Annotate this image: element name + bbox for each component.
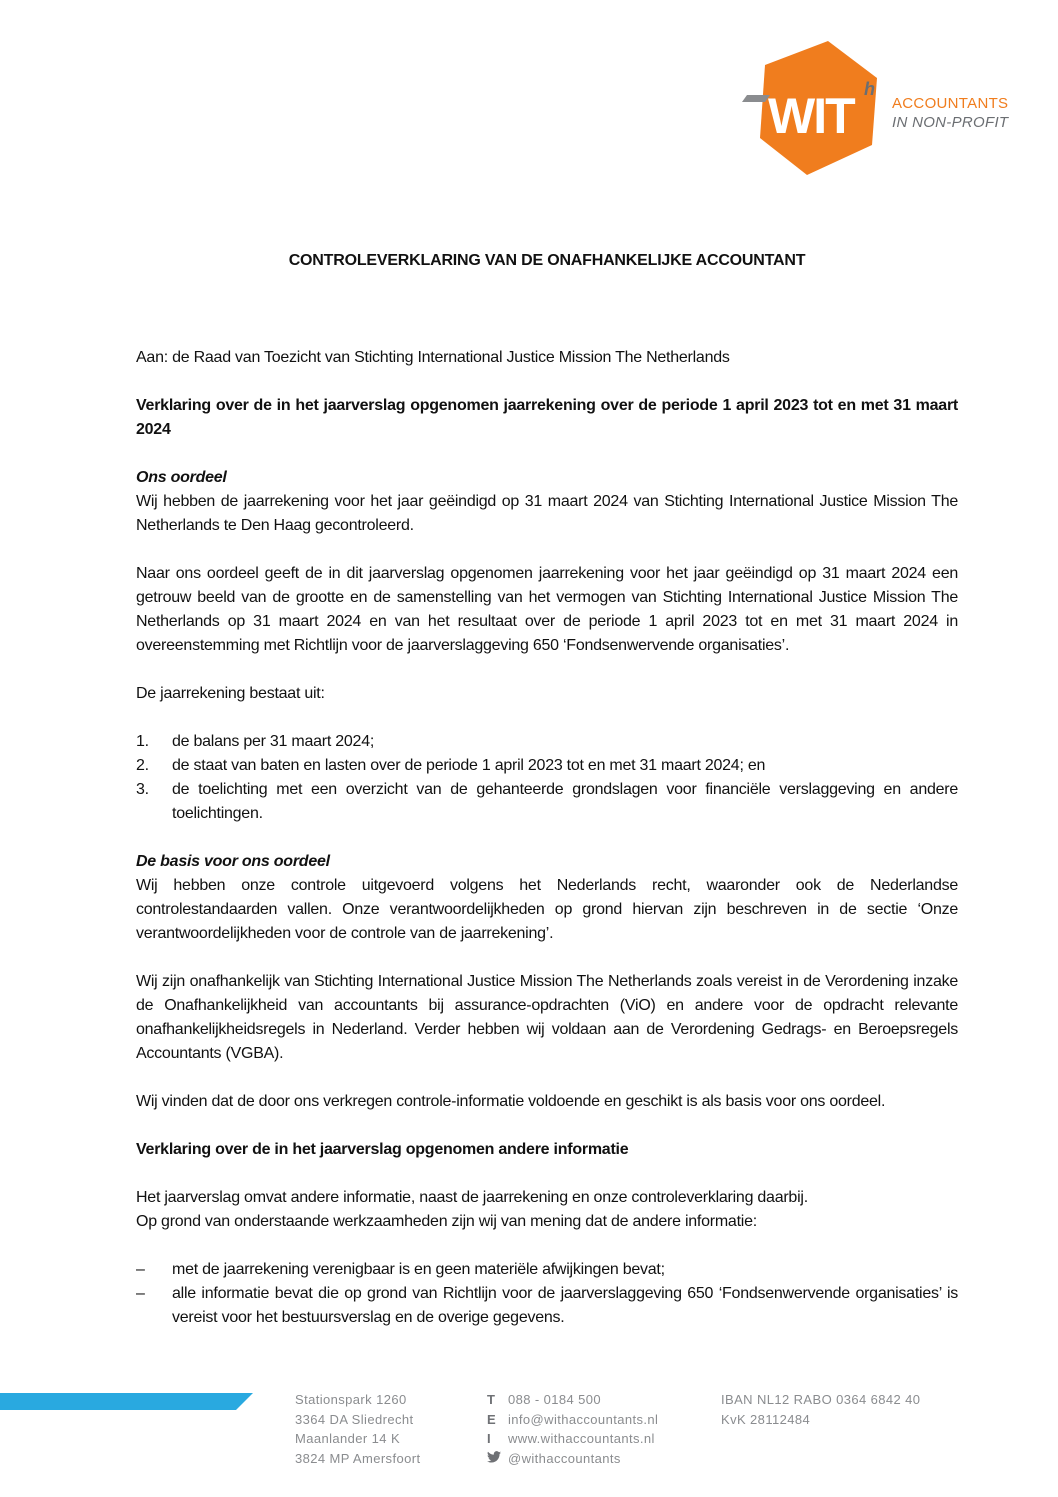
address-line: Maanlander 14 K: [295, 1431, 401, 1446]
paragraph-basis-2: Wij zijn onafhankelijk van Stichting International Justice Mission The Netherlands zoals vereist in de Verordening inzake de Onafhankelijkheid van accountants bij assurance-opdrachten (ViO) en andere voor de opdracht relevante onafhankelijkheidsregels in Nederland. Verder hebben wij voldaan aan de Verordening Gedrags- en Beroepsregels Accountants (VGBA).: [136, 973, 958, 1062]
paragraph-oordeel-1: Wij hebben de jaarrekening voor het jaar geëindigd op 31 maart 2024 van Stichting International Justice Mission The Netherlands te Den Haag gecontroleerd.: [136, 493, 958, 534]
list-item: [136, 778, 958, 826]
subheading-ons-oordeel: Ons oordeel: [136, 469, 227, 486]
logo-tagline-non-profit: IN NON-PROFIT: [892, 114, 1009, 131]
footer-address: [295, 1390, 420, 1468]
email-icon: E: [487, 1411, 497, 1427]
footer-contact: [487, 1390, 658, 1468]
list-marker: 2.: [136, 757, 149, 774]
list-text: de toelichting met een overzicht van de gehanteerde grondslagen voor financiële verslaggeving en andere toelichtingen.: [172, 781, 958, 822]
paragraph-basis-3: Wij vinden dat de door ons verkregen controle-informatie voldoende en geschikt is als basis voor ons oordeel.: [136, 1093, 886, 1110]
document-body: [136, 346, 958, 1330]
contact-phone: [487, 1390, 658, 1410]
contact-email: [487, 1410, 658, 1430]
paragraph-oordeel-2: Naar ons oordeel geeft de in dit jaarverslag opgenomen jaarrekening voor het jaar geëindigd op 31 maart 2024 een getrouw beeld van de grootte en de samenstelling van het vermogen van Stichting International Justice Mission The Netherlands op 31 maart 2024 en van het resultaat over de periode 1 april 2023 tot en met 31 maart 2024 in overeenstemming met Richtlijn voor de jaarverslaggeving 650 ‘Fondsenwervende organisaties’.: [136, 565, 958, 654]
phone-icon: T: [487, 1392, 496, 1407]
list-item: [136, 1258, 958, 1282]
paragraph-andere-2: Op grond van onderstaande werkzaamheden zijn wij van mening dat de andere informatie:: [136, 1213, 757, 1230]
website-link[interactable]: www.withaccountants.nl: [508, 1431, 655, 1446]
address-line: Stationspark 1260: [295, 1392, 407, 1407]
footer-bank-details: [721, 1390, 920, 1429]
phone-number: 088 - 0184 500: [508, 1392, 602, 1407]
list-item: [136, 1282, 958, 1330]
contact-website: [487, 1429, 658, 1449]
list-text: de balans per 31 maart 2024;: [172, 733, 375, 750]
numbered-list: [136, 730, 958, 826]
company-logo: [740, 35, 1030, 185]
paragraph-andere-1: Het jaarverslag omvat andere informatie, naast de jaarrekening en onze controleverklaring daarbij.: [136, 1189, 808, 1206]
twitter-handle-link[interactable]: @withaccountants: [508, 1450, 621, 1466]
paragraph-basis-1: Wij hebben onze controle uitgevoerd volgens het Nederlands recht, waaronder ook de Nederlandse controlestandaarden vallen. Onze verantwoordelijkheden op grond hiervan zijn beschreven in de sectie ‘Onze verantwoordelijkheden voor de controle van de jaarrekening’.: [136, 877, 958, 942]
list-item: [136, 754, 958, 778]
email-link[interactable]: info@withaccountants.nl: [508, 1411, 659, 1427]
hexagon-logo-icon: [740, 35, 890, 185]
paragraph-bestaat-uit: De jaarrekening bestaat uit:: [136, 685, 325, 702]
section-heading-andere-informatie: Verklaring over de in het jaarverslag opgenomen andere informatie: [136, 1141, 629, 1158]
iban: IBAN NL12 RABO 0364 6842 40: [721, 1392, 921, 1407]
document-title: CONTROLEVERKLARING VAN DE ONAFHANKELIJKE ACCOUNTANT: [288, 252, 806, 269]
svg-text:h: h: [864, 79, 875, 99]
logo-tagline-accountants: ACCOUNTANTS: [892, 95, 1009, 112]
list-item: [136, 730, 958, 754]
twitter-icon: [487, 1449, 508, 1469]
list-marker: –: [136, 1285, 145, 1302]
list-text: met de jaarrekening verenigbaar is en geen materiële afwijkingen bevat;: [172, 1261, 665, 1278]
footer-accent-bar: [0, 1393, 260, 1411]
list-marker: 3.: [136, 781, 149, 798]
address-line: 3824 MP Amersfoort: [295, 1450, 421, 1466]
web-icon: I: [487, 1431, 492, 1446]
section-heading-jaarrekening: Verklaring over de in het jaarverslag opgenomen jaarrekening over de periode 1 april 2023 tot en met 31 maart 2024: [136, 397, 958, 438]
addressee: Aan: de Raad van Toezicht van Stichting International Justice Mission The Netherlands: [136, 349, 730, 366]
address-line: 3364 DA Sliedrecht: [295, 1411, 414, 1427]
list-marker: 1.: [136, 733, 149, 750]
list-marker: –: [136, 1261, 145, 1278]
subheading-basis: De basis voor ons oordeel: [136, 853, 330, 870]
svg-text:WIT: WIT: [768, 88, 854, 144]
list-text: de staat van baten en lasten over de periode 1 april 2023 tot en met 31 maart 2024; en: [172, 757, 766, 774]
kvk-number: KvK 28112484: [721, 1411, 811, 1427]
list-text: alle informatie bevat die op grond van Richtlijn voor de jaarverslaggeving 650 ‘Fondsenwervende organisaties’ is vereist voor het bestuursverslag en de overige gegevens.: [172, 1285, 958, 1326]
contact-twitter: [487, 1449, 658, 1469]
dash-list: [136, 1258, 958, 1330]
